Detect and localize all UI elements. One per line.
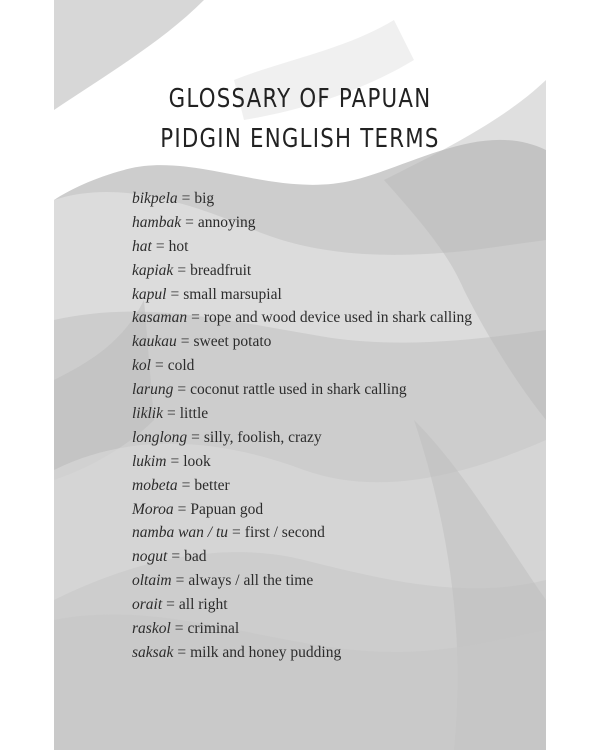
definition: milk and honey pudding [190, 643, 342, 661]
definition: little [179, 405, 209, 423]
glossary-entry [132, 187, 472, 211]
definition: always / all the time [188, 572, 314, 590]
term: bikpela [132, 190, 178, 207]
equals-sign: = [167, 405, 176, 423]
glossary-entry [132, 402, 472, 426]
glossary-entry [132, 569, 472, 593]
glossary-entry [132, 593, 472, 617]
equals-sign: = [154, 357, 164, 375]
glossary-entry [132, 378, 472, 402]
definition: small marsupial [183, 285, 282, 303]
equals-sign: = [185, 213, 194, 231]
definition: hot [168, 237, 189, 255]
equals-sign: = [170, 285, 180, 303]
term: kasaman [132, 309, 188, 327]
term: raskol [132, 620, 171, 638]
term: larung [132, 381, 174, 399]
equals-sign: = [175, 572, 185, 590]
term: lukim [132, 452, 167, 470]
glossary-entry [132, 474, 472, 498]
glossary-entry [132, 354, 472, 378]
glossary-entry [132, 617, 472, 641]
definition: big [194, 190, 215, 207]
equals-sign: = [232, 524, 241, 542]
page-title-line-1: GLOSSARY OF PAPUAN [168, 84, 432, 114]
definition: look [183, 452, 211, 470]
page-title-line-2: PIDGIN ENGLISH TERMS [160, 124, 440, 154]
term: namba wan / tu [132, 524, 229, 542]
glossary-entry [132, 259, 472, 283]
equals-sign: = [191, 309, 200, 327]
glossary-entry [132, 306, 472, 330]
definition: annoying [197, 213, 256, 231]
glossary-entry [132, 545, 472, 569]
equals-sign: = [177, 261, 187, 279]
equals-sign: = [177, 643, 187, 661]
term: kol [132, 357, 151, 375]
term: oltaim [132, 572, 172, 590]
term: kaukau [132, 333, 177, 351]
equals-sign: = [181, 476, 191, 494]
equals-sign: = [191, 428, 200, 446]
definition: rope and wood device used in shark calling [203, 309, 473, 327]
definition: silly, foolish, crazy [203, 428, 322, 446]
term: Moroa [132, 500, 174, 518]
glossary-entry [132, 235, 472, 259]
glossary-entry [132, 641, 472, 665]
glossary-entry [132, 330, 472, 354]
equals-sign: = [181, 190, 191, 207]
equals-sign: = [170, 452, 180, 470]
definition: Papuan god [190, 500, 264, 518]
term: liklik [132, 405, 163, 423]
equals-sign: = [177, 500, 187, 518]
term: longlong [132, 428, 188, 446]
term: saksak [132, 643, 174, 661]
definition: breadfruit [190, 261, 252, 279]
glossary-entry [132, 211, 472, 235]
definition: sweet potato [193, 333, 272, 351]
term: mobeta [132, 476, 178, 494]
equals-sign: = [174, 620, 184, 638]
definition: coconut rattle used in shark calling [190, 381, 407, 399]
definition: bad [184, 548, 207, 566]
glossary-entry [132, 498, 472, 522]
glossary-entry [132, 521, 472, 545]
equals-sign: = [171, 548, 181, 566]
term: kapul [132, 285, 167, 303]
equals-sign: = [180, 333, 190, 351]
glossary-entry [132, 450, 472, 474]
term: hat [132, 237, 152, 255]
definition: all right [178, 596, 228, 614]
glossary-list [132, 187, 472, 665]
equals-sign: = [166, 596, 175, 614]
glossary-entry [132, 283, 472, 307]
term: orait [132, 596, 163, 614]
definition: criminal [187, 620, 240, 638]
term: nogut [132, 548, 168, 566]
definition: better [194, 476, 230, 494]
book-page [54, 0, 546, 750]
term: hambak [132, 213, 182, 231]
glossary-entry [132, 426, 472, 450]
equals-sign: = [177, 381, 187, 399]
definition: first / second [244, 524, 325, 542]
equals-sign: = [155, 237, 165, 255]
definition: cold [167, 357, 195, 375]
term: kapiak [132, 261, 174, 279]
